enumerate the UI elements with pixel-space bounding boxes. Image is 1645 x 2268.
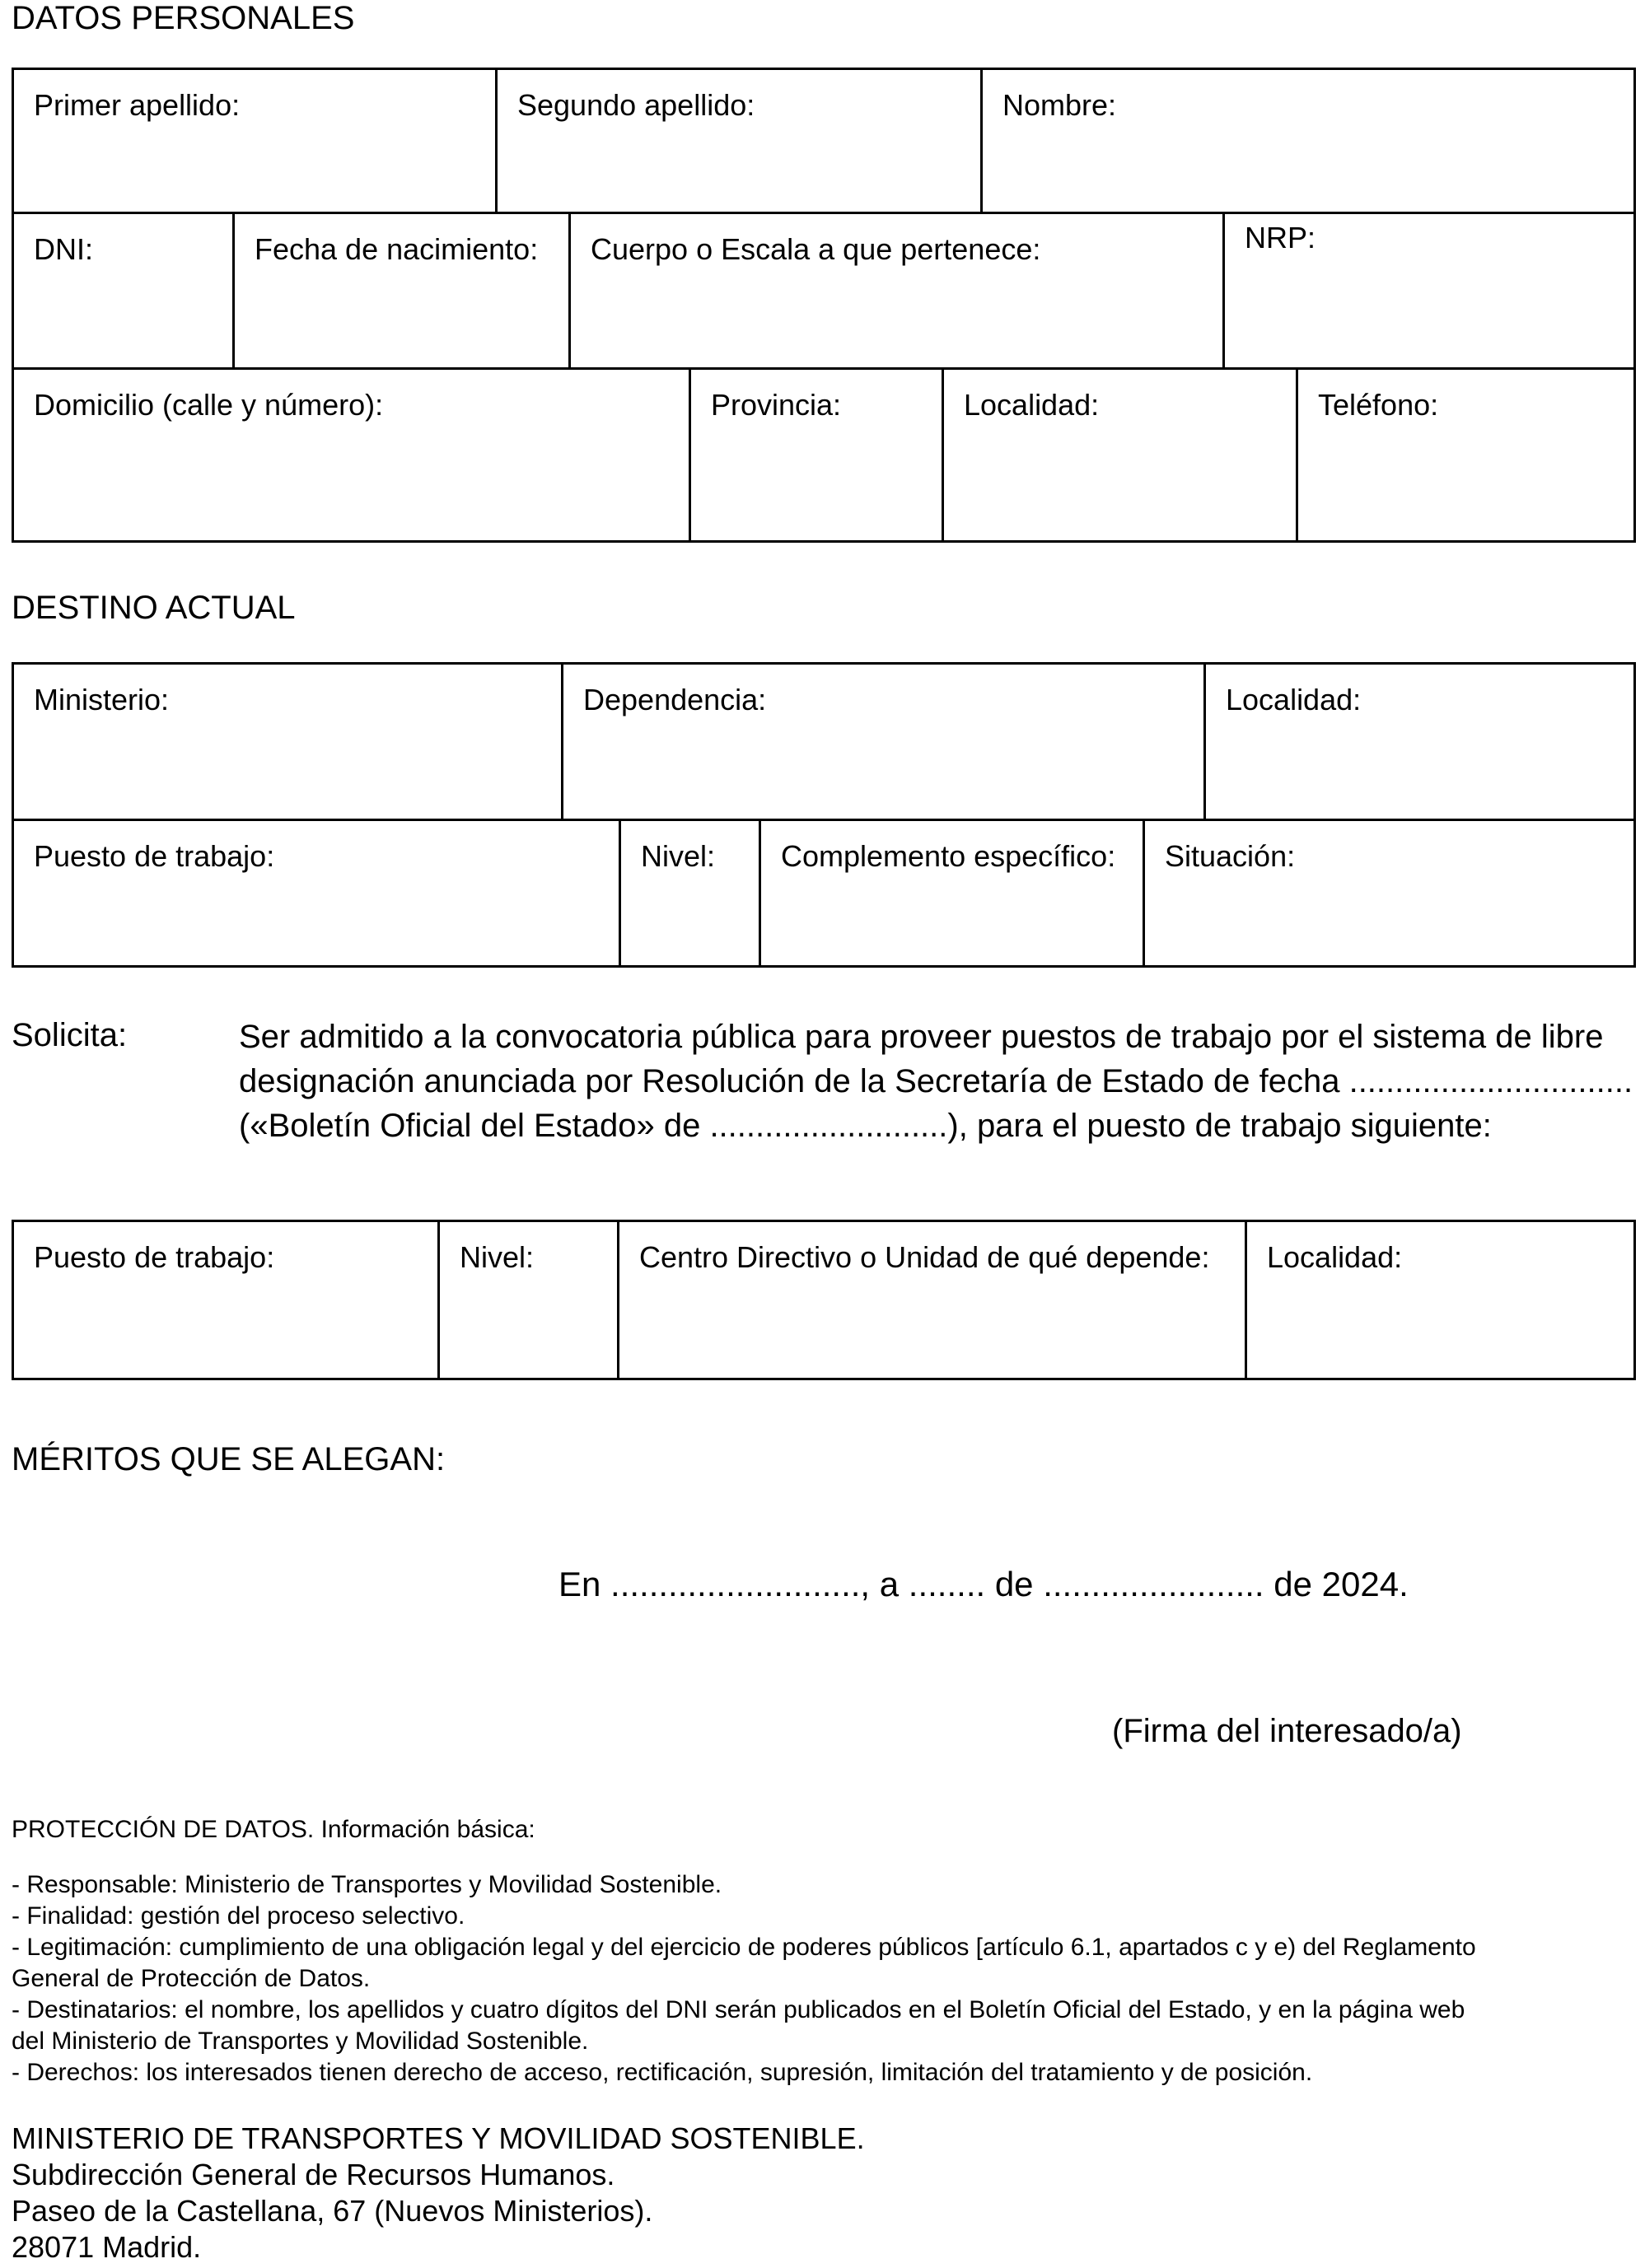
field-label: Dependencia: (583, 683, 767, 716)
field-telefono[interactable] (1296, 367, 1636, 543)
place-date-line: En .........................., a ........ de ....................... de 2024. (558, 1565, 1409, 1603)
field-situacion[interactable] (1143, 819, 1636, 968)
solicita-line-2: designación anunciada por Resolución de la Secretaría de Estado de fecha ............................... (239, 1063, 1633, 1099)
field-localidad[interactable] (942, 367, 1298, 543)
field-ministerio[interactable] (12, 662, 563, 821)
field-complemento-especifico[interactable] (759, 819, 1145, 968)
section-heading-personal: DATOS PERSONALES (12, 0, 355, 36)
field-segundo-apellido[interactable] (495, 68, 983, 214)
field-label: Situación: (1165, 839, 1296, 873)
field-label: Domicilio (calle y número): (34, 388, 384, 422)
section-heading-destino: DESTINO ACTUAL (12, 590, 296, 626)
field-label: Localidad: (1267, 1240, 1403, 1274)
field-localidad-solicitada[interactable] (1245, 1220, 1636, 1380)
field-label: Ministerio: (34, 683, 170, 716)
field-label: Nivel: (460, 1240, 535, 1274)
address-block (12, 2121, 865, 2266)
field-nivel-solicitado[interactable] (437, 1220, 619, 1380)
field-nombre[interactable] (980, 68, 1636, 214)
field-label: Centro Directivo o Unidad de qué depende: (639, 1240, 1210, 1274)
data-protection-line: del Ministerio de Transportes y Movilidad Sostenible. (12, 2028, 589, 2055)
solicita-line-3: («Boletín Oficial del Estado» de ..........................), para el puesto de trabajo siguiente: (239, 1108, 1492, 1144)
signature-caption: (Firma del interesado/a) (1112, 1713, 1462, 1749)
field-label: Nivel: (641, 839, 716, 873)
solicita-label: Solicita: (12, 1017, 128, 1053)
field-label: Complemento específico: (781, 839, 1116, 873)
field-fecha-nacimiento[interactable] (232, 212, 571, 370)
address-line: MINISTERIO DE TRANSPORTES Y MOVILIDAD SOSTENIBLE. (12, 2121, 865, 2155)
field-label: Localidad: (964, 388, 1100, 422)
field-label: NRP: (1245, 221, 1316, 254)
field-label: Puesto de trabajo: (34, 839, 275, 873)
field-label: Puesto de trabajo: (34, 1240, 275, 1274)
field-puesto-actual[interactable] (12, 819, 621, 968)
solicita-line-1: Ser admitido a la convocatoria pública para proveer puestos de trabajo por el sistema de libre (239, 1019, 1604, 1055)
field-label: DNI: (34, 232, 93, 266)
data-protection-list (12, 1869, 1638, 2088)
field-label: Primer apellido: (34, 88, 241, 122)
field-cuerpo-escala[interactable] (568, 212, 1225, 370)
meritos-heading: MÉRITOS QUE SE ALEGAN: (12, 1441, 446, 1477)
address-line: Subdirección General de Recursos Humanos. (12, 2158, 615, 2191)
data-protection-line: General de Protección de Datos. (12, 1965, 371, 1992)
field-nivel-actual[interactable] (619, 819, 761, 968)
data-protection-line: - Legitimación: cumplimiento de una obligación legal y del ejercicio de poderes públicos [artículo 6.1, apartados c y e) del Reglamento (12, 1934, 1476, 1961)
solicita-text (239, 1015, 1639, 1148)
field-puesto-solicitado[interactable] (12, 1220, 440, 1380)
field-label: Localidad: (1226, 683, 1362, 716)
field-provincia[interactable] (689, 367, 944, 543)
field-dni[interactable] (12, 212, 235, 370)
data-protection-line: - Destinatarios: el nombre, los apellidos y cuatro dígitos del DNI serán publicados en el Boletín Oficial del Estado, y en la página web (12, 1996, 1465, 2023)
data-protection-line: - Finalidad: gestión del proceso selectivo. (12, 1902, 465, 1930)
field-centro-directivo[interactable] (617, 1220, 1247, 1380)
field-nrp[interactable] (1222, 212, 1636, 370)
data-protection-line: - Responsable: Ministerio de Transportes y Movilidad Sostenible. (12, 1871, 722, 1898)
field-label: Nombre: (1002, 88, 1117, 122)
address-line: 28071 Madrid. (12, 2230, 202, 2264)
field-label: Provincia: (711, 388, 842, 422)
data-protection-line: - Derechos: los interesados tienen derecho de acceso, rectificación, supresión, limitación del tratamiento y de posición. (12, 2059, 1313, 2086)
field-dependencia[interactable] (561, 662, 1206, 821)
field-localidad-destino[interactable] (1203, 662, 1636, 821)
field-label: Fecha de nacimiento: (255, 232, 539, 266)
field-domicilio[interactable] (12, 367, 691, 543)
data-protection-heading: PROTECCIÓN DE DATOS. Información básica: (12, 1816, 535, 1843)
field-primer-apellido[interactable] (12, 68, 498, 214)
address-line: Paseo de la Castellana, 67 (Nuevos Ministerios). (12, 2194, 653, 2228)
field-label: Cuerpo o Escala a que pertenece: (591, 232, 1041, 266)
field-label: Segundo apellido: (517, 88, 755, 122)
field-label: Teléfono: (1318, 388, 1439, 422)
